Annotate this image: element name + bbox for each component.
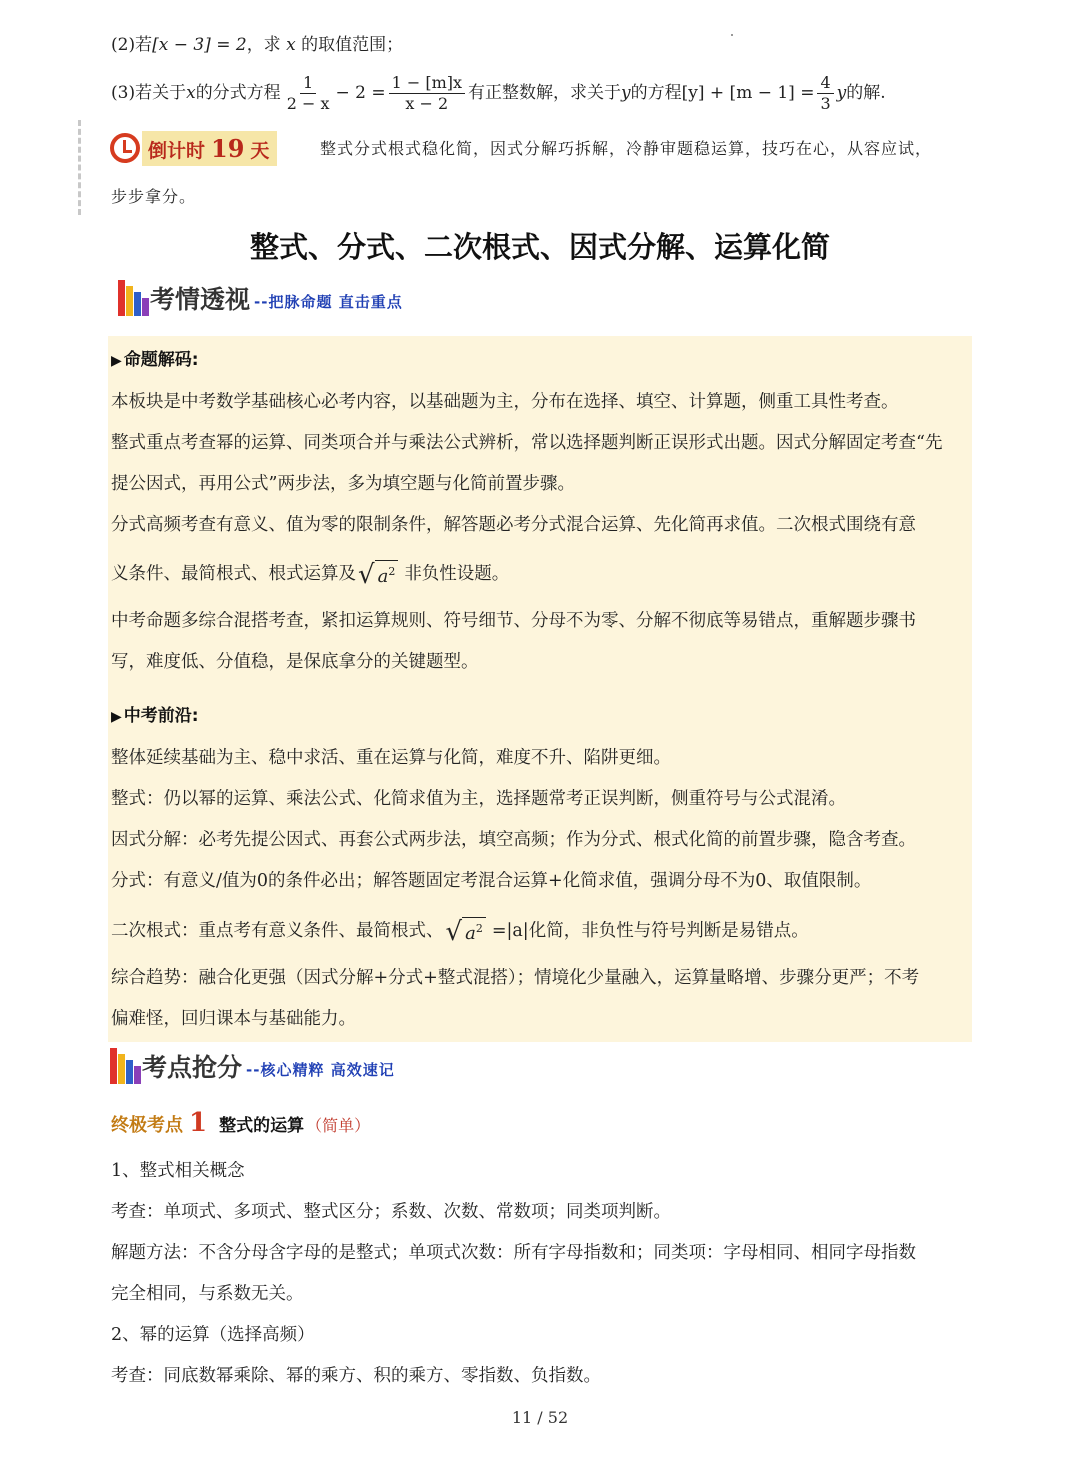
q3-tail: 的解. [846,83,886,103]
section-title: 考点抢分 [142,1053,243,1082]
q3-fraction-1 [284,73,333,114]
section-subtitle: --核心精粹 高效速记 [246,1061,395,1079]
paragraph: 整式重点考查幂的运算、同类项合并与乘法公式辨析，常以选择题判断正误形式出题。因式分解固定考查“先 [111,433,943,453]
heading-text: 命题解码: [123,350,199,370]
question-3 [111,70,886,116]
section-subtitle: --把脉命题 直击重点 [254,293,403,311]
q2-suffix: ，求 [246,35,281,55]
section-title: 考情透视 [150,285,251,314]
sqrt-argument: a [377,566,389,587]
margin-divider [78,120,81,215]
q2-variable: x [286,35,296,55]
q3-fraction-3 [817,73,833,114]
paragraph: 2、幂的运算（选择高频） [111,1325,315,1345]
countdown-label: 倒计时 [148,139,206,162]
countdown-days: 19 [211,133,245,163]
countdown-badge [142,131,277,166]
stray-dot [731,34,733,36]
paragraph: 解题方法：不含分母含字母的是整式；单项式次数：所有字母指数和；同类项：字母相同、相同字母指数 [111,1243,916,1263]
key-point-header [111,1108,370,1138]
sqrt-argument: a [465,923,476,944]
sqrt-exponent: 2 [475,922,483,935]
paragraph: 分式：有意义/值为0的条件必出；解答题固定考混合运算+化简求值，强调分母不为0、取值限制。 [111,871,872,891]
q3-mid3: 的方程 [630,83,682,103]
q3-expression-2: [y] + [m − 1] = [681,83,815,103]
paragraph: 本板块是中考数学基础核心必考内容，以基础题为主，分布在选择、填空、计算题，侧重工具性考查。 [111,392,899,412]
frac2-denominator: x − 2 [405,93,449,113]
q3-mid1: 的分式方程 [195,83,281,103]
frac3-numerator: 4 [817,73,833,94]
text-after-sqrt: =|a|化简，非负性与符号判断是易错点。 [491,921,809,941]
q2-expression: [x − 3] = 2 [152,35,247,55]
books-icon [118,280,148,316]
key-point-name: 整式的运算 [219,1116,305,1136]
clock-icon [110,133,140,163]
sqrt-expression: √ $a^2$ [358,560,398,588]
paragraph: 中考命题多综合混搭考查，紧扣运算规则、符号细节、分母不为零、分解不彻底等易错点，重解题步骤书 [111,611,916,631]
frac2-numerator: 1 − [m]x [389,73,465,94]
paragraph: 偏难怪，回归课本与基础能力。 [111,1009,356,1029]
q3-minus: − 2 = [335,83,386,103]
section-header-exam-analysis [118,276,403,316]
paragraph: 1、整式相关概念 [111,1161,245,1181]
countdown-banner [110,130,277,166]
frac1-denominator: 2 − x [286,93,330,113]
paragraph: 写，难度低、分值稳，是保底拿分的关键题型。 [111,652,479,672]
text-before-sqrt: 义条件、最简根式、根式运算及 [111,564,356,584]
page-title: 整式、分式、二次根式、因式分解、运算化简 [249,230,830,264]
q2-prefix: (2)若 [111,35,153,55]
paragraph: 考查：同底数幂乘除、幂的乘方、积的乘方、零指数、负指数。 [111,1366,601,1386]
paragraph: 整式：仍以幂的运算、乘法公式、化简求值为主，选择题常考正误判断，侧重符号与公式混淆。 [111,789,846,809]
question-2 [111,34,403,56]
key-point-number: 1 [189,1108,208,1138]
q3-var-x: x [186,83,196,103]
q3-fraction-2 [389,73,465,114]
paragraph: 考查：单项式、多项式、整式区分；系数、次数、常数项；同类项判断。 [111,1202,671,1222]
paragraph-with-sqrt [111,917,973,945]
sqrt-expression: √ $a^2$ [446,917,486,945]
q2-tail: 的取值范围； [301,35,404,55]
heading-text: 中考前沿: [123,706,199,726]
paragraph-with-sqrt [111,560,973,588]
panel-heading-2: ▶ 中考前沿: [111,706,199,726]
section-header-key-points [110,1044,395,1084]
key-point-label: 终极考点 [111,1115,183,1136]
books-icon [110,1048,140,1084]
frac3-denominator: 3 [820,93,831,113]
page-number: 11 / 52 [511,1408,569,1427]
paragraph: 整体延续基础为主、稳中求活、重在运算与化简，难度不升、陷阱更细。 [111,748,671,768]
paragraph: 综合趋势：融合化更强（因式分解+分式+整式混搭）；情境化少量融入，运算量略增、步骤分更严；不考 [111,968,920,988]
q3-var-y2: y [836,83,847,103]
countdown-unit: 天 [250,139,270,162]
paragraph: 分式高频考查有意义、值为零的限制条件，解答题必考分式混合运算、先化简再求值。二次根式围绕有意 [111,515,916,535]
text-before-sqrt: 二次根式：重点考有意义条件、最简根式、 [111,921,444,941]
paragraph: 完全相同，与系数无关。 [111,1284,304,1304]
text-after-sqrt: 非负性设题。 [404,564,510,584]
q3-prefix: (3)若关于 [111,83,187,103]
frac1-numerator: 1 [300,73,316,94]
q3-var-y: y [621,83,631,103]
panel-heading-1: ▶ 命题解码: [111,350,199,370]
paragraph: 因式分解：必考先提公因式、再套公式两步法，填空高频；作为分式、根式化简的前置步骤，隐含考查。 [111,830,916,850]
paragraph: 提公因式，再用公式”两步法，多为填空题与化简前置步骤。 [111,474,575,494]
q3-mid2: 有正整数解，求关于 [468,83,622,103]
sqrt-exponent: 2 [388,565,396,578]
countdown-text-line2: 步步拿分。 [111,187,197,206]
countdown-text-line1: 整式分式根式稳化简，因式分解巧拆解，冷静审题稳运算，技巧在心，从容应试， [320,139,933,158]
difficulty-level: （简单） [306,1116,371,1135]
